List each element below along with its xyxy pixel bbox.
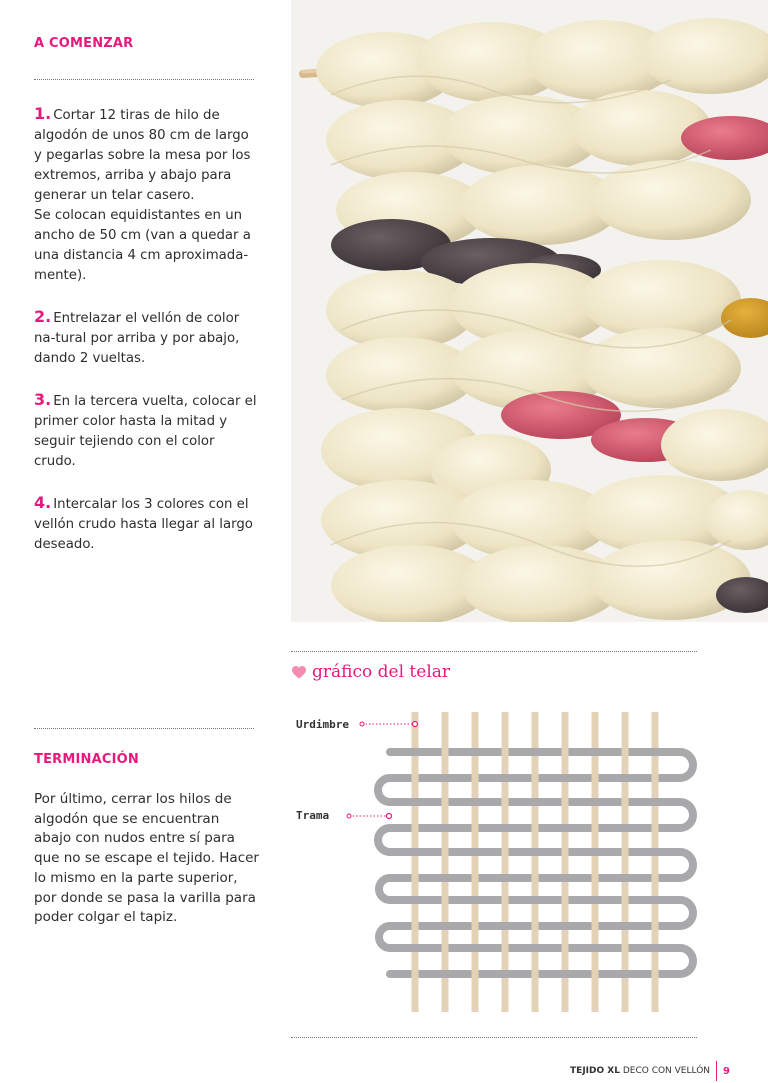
tapestry-photo (291, 0, 768, 622)
weft-over-segment (501, 774, 510, 782)
weft-over-segment (621, 874, 630, 882)
warp-pointer-end (413, 722, 418, 727)
weft-over-segment (471, 944, 480, 952)
warp-thread (502, 712, 509, 1012)
weft-over-segment (441, 874, 450, 882)
weft-over-segment (561, 970, 570, 978)
weft-over-segment (561, 922, 570, 930)
weft-over-segment (591, 848, 600, 856)
step-1 (34, 104, 259, 286)
section-heading-start: A COMENZAR (34, 36, 134, 51)
weft-label: Trama (296, 809, 330, 822)
step-number: 4. (34, 493, 52, 512)
step-4 (34, 493, 259, 555)
weft-over-segment (531, 748, 540, 756)
weft-over-segment (471, 896, 480, 904)
graphic-title-text: gráfico del telar (312, 662, 451, 682)
termination-text: Por último, cerrar los hilos de algodón que se encuentran abajo con nudos entre sí para que no se escape el tejido. Hacer lo mismo en la parte superior, por donde se pasa la varilla para poder colgar el tapiz. (34, 791, 259, 926)
weft-over-segment (591, 748, 600, 756)
weft-over-segment (621, 970, 630, 978)
weft-over-segment (561, 774, 570, 782)
weft-over-segment (621, 774, 630, 782)
weft-over-segment (651, 848, 660, 856)
weft-over-segment (561, 874, 570, 882)
weft-over-segment (651, 896, 660, 904)
warp-label: Urdimbre (296, 718, 349, 731)
warp-thread (562, 712, 569, 1012)
step-number: 2. (34, 307, 52, 326)
footer-subtitle: DECO CON VELLÓN (622, 1066, 711, 1076)
step-number: 3. (34, 390, 52, 409)
weft-over-segment (441, 824, 450, 832)
weft-over-segment (501, 824, 510, 832)
warp-pointer-start (360, 722, 364, 726)
page-footer (570, 1061, 730, 1081)
weft-over-segment (411, 798, 420, 806)
weft-over-segment (651, 798, 660, 806)
weft-over-segment (531, 848, 540, 856)
weft-over-segment (471, 798, 480, 806)
weft-over-segment (591, 896, 600, 904)
weft-over-segment (531, 944, 540, 952)
weft-over-segment (651, 944, 660, 952)
weft-over-segment (471, 848, 480, 856)
divider (291, 1037, 697, 1038)
weft-over-segment (651, 748, 660, 756)
step-2 (34, 307, 259, 369)
warp-thread (652, 712, 659, 1012)
warp-thread (532, 712, 539, 1012)
weft-over-segment (531, 798, 540, 806)
weft-over-segment (441, 970, 450, 978)
step-3 (34, 390, 259, 472)
weft-over-segment (411, 944, 420, 952)
step-text: Entrelazar el vellón de color na-tural por arriba y por abajo, dando 2 vueltas. (34, 311, 240, 366)
step-text: Intercalar los 3 colores con el vellón crudo hasta llegar al largo deseado. (34, 497, 253, 552)
warp-thread (412, 712, 419, 1012)
divider (291, 651, 697, 652)
weft-over-segment (411, 896, 420, 904)
divider (34, 79, 254, 80)
weft-over-segment (621, 824, 630, 832)
loom-svg (290, 700, 710, 1020)
weft-over-segment (411, 848, 420, 856)
weft-over-segment (531, 896, 540, 904)
step-text-continued: Se colocan equidistantes en un ancho de 50 cm (van a quedar a una distancia 4 cm aproximada-mente). (34, 208, 251, 283)
weft-pointer-end (387, 814, 392, 819)
weft-over-segment (591, 798, 600, 806)
divider (34, 728, 254, 729)
heart-icon (292, 666, 306, 679)
weft-over-segment (471, 748, 480, 756)
weft-over-segment (561, 824, 570, 832)
weft-over-segment (501, 874, 510, 882)
steps-list (34, 104, 259, 576)
warp-thread (442, 712, 449, 1012)
loom-diagram (290, 700, 710, 1020)
graphic-title (292, 662, 450, 682)
weft-over-segment (591, 944, 600, 952)
weft-over-segment (411, 748, 420, 756)
warp-thread (622, 712, 629, 1012)
step-number: 1. (34, 104, 52, 123)
weft-over-segment (621, 922, 630, 930)
weft-over-segment (501, 922, 510, 930)
section-heading-end: TERMINACIÓN (34, 752, 139, 767)
warp-thread (472, 712, 479, 1012)
weft-over-segment (441, 774, 450, 782)
weft-over-segment (441, 922, 450, 930)
warp-thread (592, 712, 599, 1012)
step-text: Cortar 12 tiras de hilo de algodón de unos 80 cm de largo y pegarlas sobre la mesa por los extremos, arriba y abajo para generar un telar casero. (34, 108, 251, 203)
step-text: En la tercera vuelta, colocar el primer color hasta la mitad y seguir tejiendo con el color crudo. (34, 394, 257, 469)
weft-pointer-start (347, 814, 351, 818)
footer-brand: TEJIDO XL (570, 1066, 620, 1076)
weft-over-segment (501, 970, 510, 978)
footer-separator (716, 1061, 717, 1081)
page-number: 9 (723, 1065, 730, 1077)
